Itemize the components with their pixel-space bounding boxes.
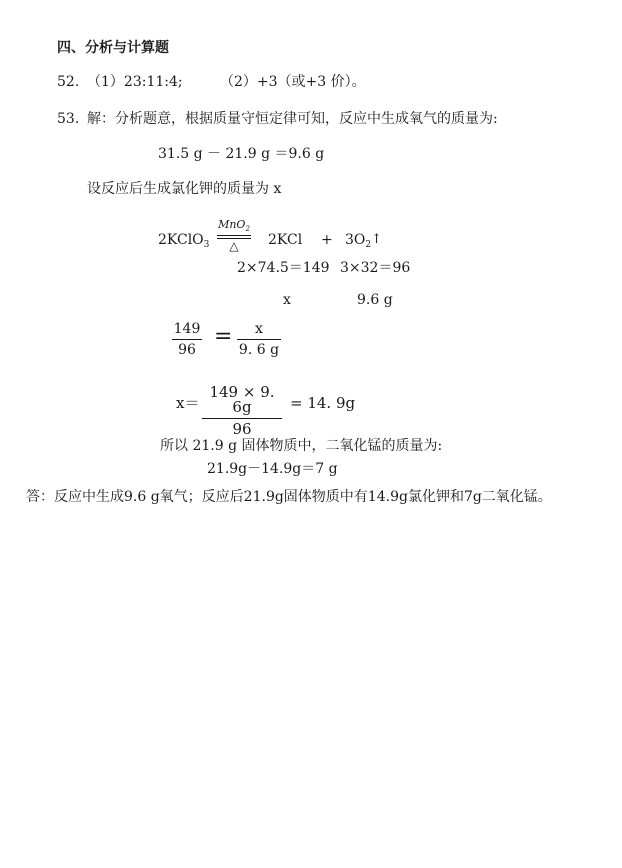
molar-kcl: 2×74.5＝149 <box>237 260 330 276</box>
proportion-equals: = <box>214 324 233 349</box>
mno2-calc: 21.9g－14.9g＝7 g <box>207 461 338 477</box>
q52-part1: （1）23:11:4; <box>87 74 183 90</box>
reaction-condition <box>217 219 251 252</box>
solve-lhs: x＝ <box>176 394 200 412</box>
section-title: 四、分析与计算题 <box>57 40 169 56</box>
mno2-statement: 所以 21.9 g 固体物质中，二氧化锰的质量为: <box>160 438 443 454</box>
catalyst-label: MnO$_2$ <box>218 218 250 233</box>
molar-o2: 3×32＝96 <box>340 260 411 276</box>
solve-result: = 14. 9g <box>290 394 356 412</box>
plus-sign: + <box>321 232 333 248</box>
unknown-o2: 9.6 g <box>357 292 393 308</box>
q52-part2: （2）+3（或+3 价）。 <box>220 74 366 90</box>
heat-symbol: △ <box>229 239 239 253</box>
q53-number: 53. <box>57 111 80 127</box>
proportion-left-fraction: 149 96 <box>173 321 201 358</box>
let-x-statement: 设反应后生成氯化钾的质量为 x <box>87 181 282 197</box>
product-kcl: 2KCl <box>268 232 303 248</box>
q52-number: 52. <box>57 74 80 90</box>
gas-arrow-icon: ↑ <box>371 232 383 247</box>
q53-intro: 解：分析题意，根据质量守恒定律可知，反应中生成氧气的质量为: <box>87 111 498 127</box>
final-answer: 答：反应中生成9.6 g氧气；反应后21.9g固体物质中有14.9g氯化钾和7g二氧化锰。 <box>26 489 552 505</box>
unknown-kcl: x <box>283 292 291 308</box>
proportion-right-fraction: x 9. 6 g <box>238 321 280 358</box>
oxygen-mass-calc: 31.5 g － 21.9 g ＝9.6 g <box>158 146 325 162</box>
reactant-kclo3: 2KClO$_3$ <box>158 232 210 250</box>
solve-fraction: 149 × 9. 6g 96 <box>202 385 282 437</box>
product-o2: $3O_2↑$ <box>345 232 383 250</box>
